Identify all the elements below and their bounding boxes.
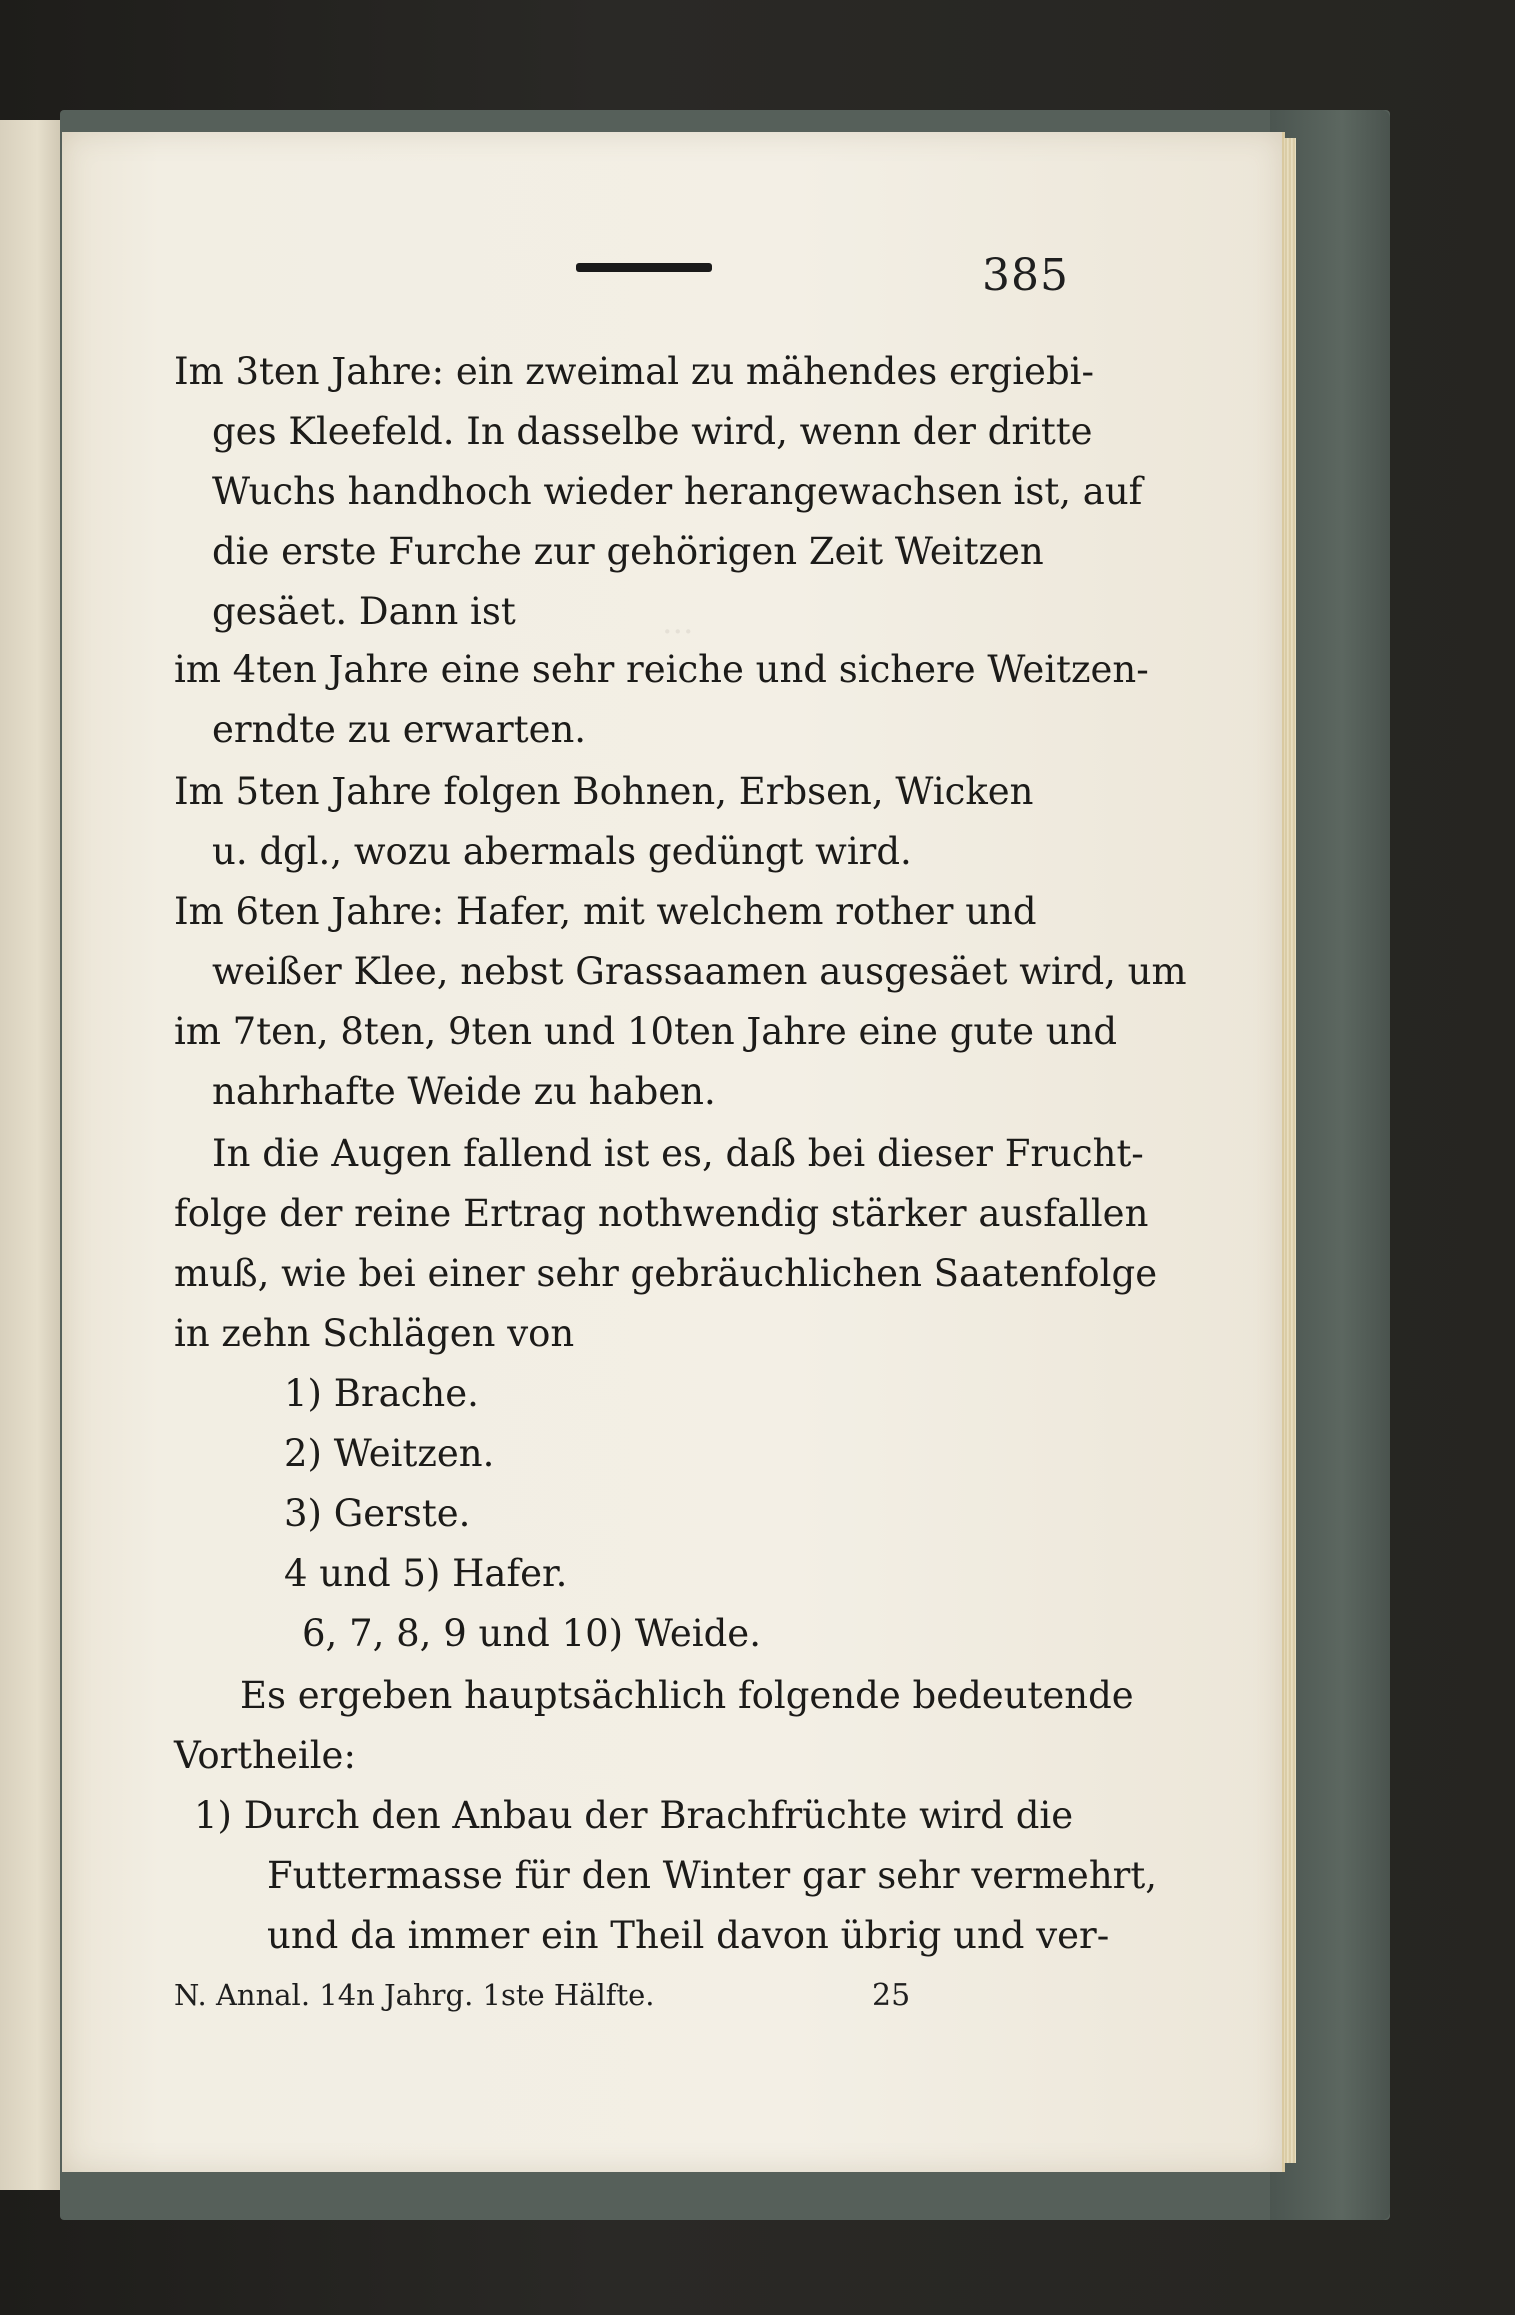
text-line: Futtermasse für den Winter gar sehr vermehrt, [267, 1854, 1157, 1897]
text-line: 3) Gerste. [284, 1492, 471, 1535]
text-line: erndte zu erwarten. [212, 708, 587, 751]
text-line: gesäet. Dann ist [212, 590, 516, 633]
page-number: 385 [982, 250, 1069, 301]
text-line: folge der reine Ertrag nothwendig stärker ausfallen [174, 1192, 1149, 1235]
facing-page-edge [0, 120, 64, 2190]
text-line: In die Augen fallend ist es, daß bei dieser Frucht- [212, 1132, 1144, 1175]
footer-signature: N. Annal. 14n Jahrg. 1ste Hälfte. [174, 1978, 655, 2012]
text-line: im 4ten Jahre eine sehr reiche und sichere Weitzen- [174, 648, 1149, 691]
text-line: 1) Brache. [284, 1372, 479, 1415]
show-through-text: ... [662, 602, 694, 641]
text-line: Wuchs handhoch wieder herangewachsen ist, auf [212, 470, 1143, 513]
text-line: Es ergeben hauptsächlich folgende bedeutende [240, 1674, 1134, 1717]
text-line: die erste Furche zur gehörigen Zeit Weitzen [212, 530, 1044, 573]
text-line: in zehn Schlägen von [174, 1312, 575, 1355]
text-line: und da immer ein Theil davon übrig und ver- [267, 1914, 1110, 1957]
text-line: muß, wie bei einer sehr gebräuchlichen Saatenfolge [174, 1252, 1158, 1295]
page-fore-edge [1284, 138, 1296, 2163]
text-line: u. dgl., wozu abermals gedüngt wird. [212, 830, 912, 873]
text-line: Im 5ten Jahre folgen Bohnen, Erbsen, Wicken [174, 770, 1034, 813]
text-line: im 7ten, 8ten, 9ten und 10ten Jahre eine gute und [174, 1010, 1118, 1053]
text-line: 6, 7, 8, 9 und 10) Weide. [302, 1612, 761, 1655]
text-line: 4 und 5) Hafer. [284, 1552, 568, 1595]
text-line: Im 6ten Jahre: Hafer, mit welchem rother und [174, 890, 1037, 933]
text-line: ges Kleefeld. In dasselbe wird, wenn der dritte [212, 410, 1093, 453]
text-line: Im 3ten Jahre: ein zweimal zu mähendes ergiebi- [174, 350, 1094, 393]
text-line: Vortheile: [174, 1734, 356, 1777]
text-line: nahrhafte Weide zu haben. [212, 1070, 716, 1113]
text-line: 2) Weitzen. [284, 1432, 495, 1475]
footer-sheet-number: 25 [872, 1978, 911, 2013]
text-line: weißer Klee, nebst Grassaamen ausgesäet wird, um [212, 950, 1187, 993]
body-text [62, 132, 1282, 2172]
book-page [62, 132, 1285, 2172]
text-line: 1) Durch den Anbau der Brachfrüchte wird die [194, 1794, 1074, 1837]
